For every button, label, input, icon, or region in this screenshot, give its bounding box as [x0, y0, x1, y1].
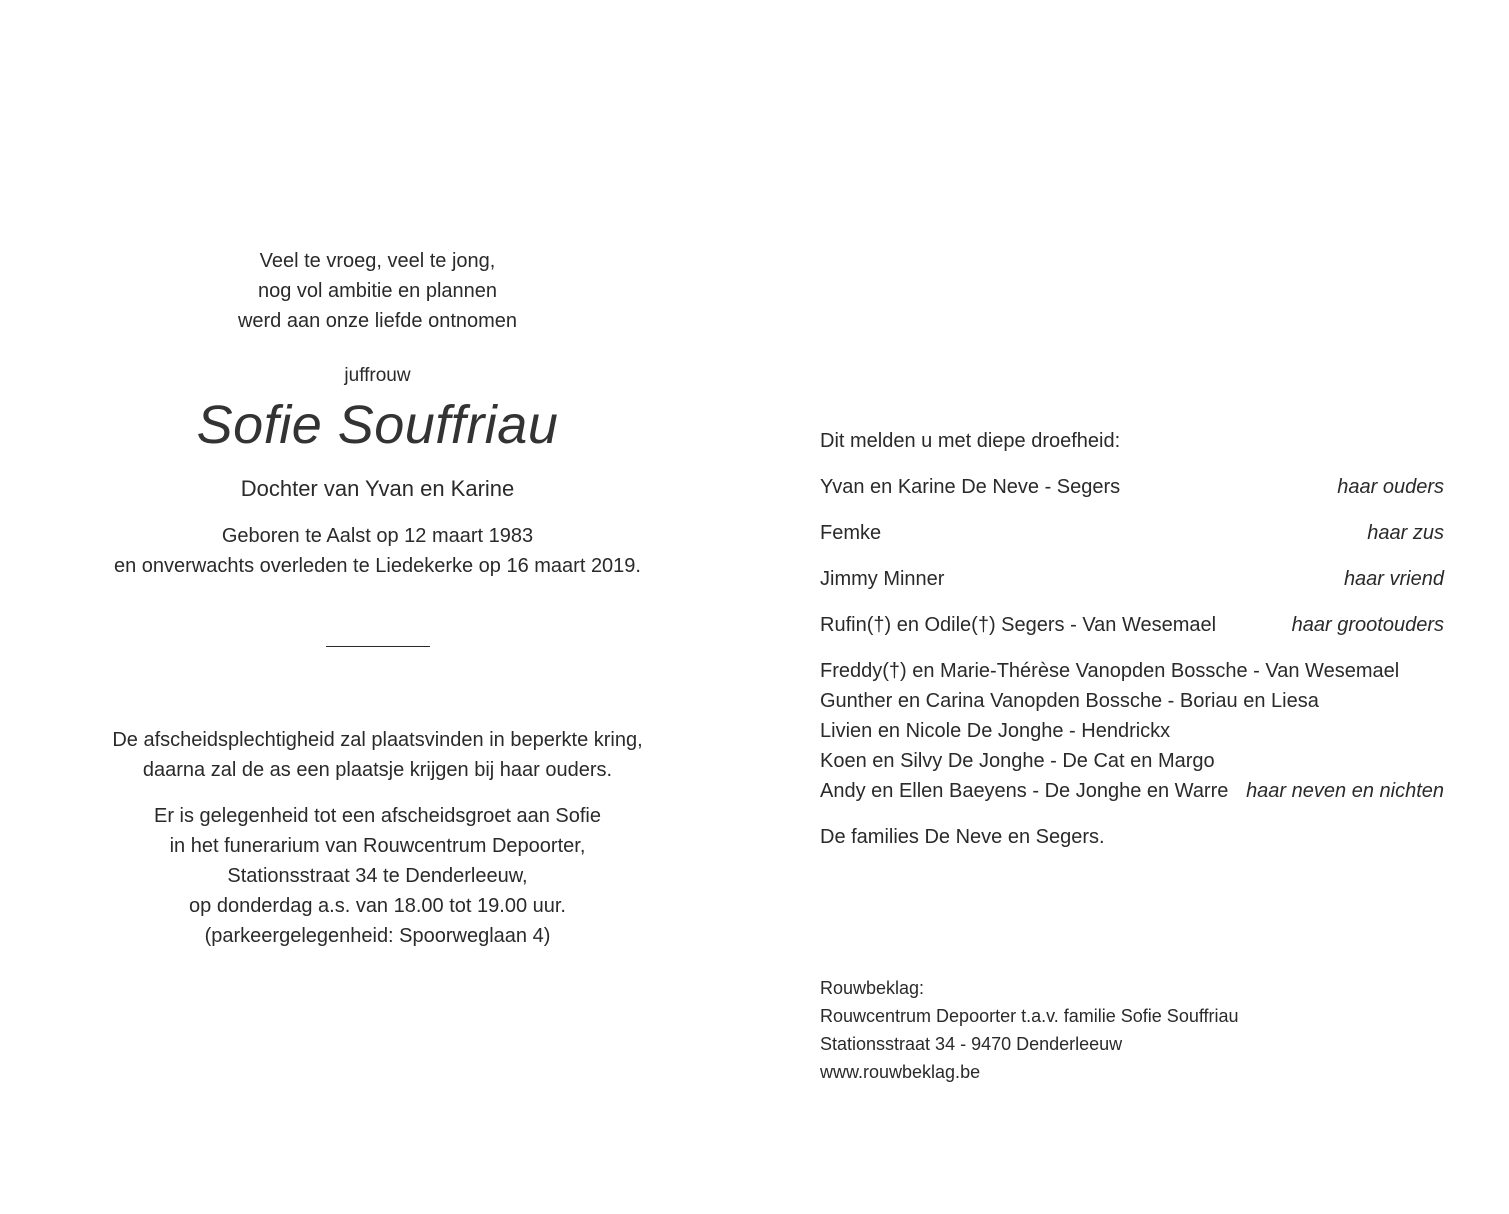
- cousin-last-row: [820, 776, 1444, 806]
- condolence-heading: Rouwbeklag:: [820, 978, 925, 998]
- visitation-line: (parkeergelegenheid: Spoorweglaan 4): [204, 925, 551, 947]
- cousin-line: Freddy(†) en Marie-Thérèse Vanopden Bossche - Van Wesemael: [820, 660, 1400, 682]
- relative-name: Femke: [820, 522, 882, 544]
- condolence-line: Stationsstraat 34 - 9470 Denderleeuw: [820, 1034, 1123, 1054]
- condolence-address: [820, 974, 1444, 1086]
- life-dates: [90, 521, 665, 581]
- honorific: juffrouw: [344, 365, 411, 386]
- ceremony-line: daarna zal de as een plaatsje krijgen bij haar ouders.: [142, 759, 613, 781]
- condolence-line: Rouwcentrum Depoorter t.a.v. familie Sofie Souffriau: [820, 1006, 1239, 1026]
- birth-line: Geboren te Aalst op 12 maart 1983: [221, 525, 534, 547]
- visitation-line: Stationsstraat 34 te Denderleeuw,: [227, 865, 528, 887]
- visitation-info: [90, 801, 665, 951]
- families-line: De families De Neve en Segers.: [820, 826, 1105, 848]
- cousin-line: Koen en Silvy De Jonghe - De Cat en Margo: [820, 750, 1215, 772]
- parentage: Dochter van Yvan en Karine: [240, 476, 515, 501]
- relative-name: Yvan en Karine De Neve - Segers: [820, 476, 1121, 498]
- cousin-line: Andy en Ellen Baeyens - De Jonghe en Warre: [820, 780, 1229, 802]
- relative-role: haar zus: [1367, 522, 1444, 544]
- cousins-block: [820, 656, 1444, 806]
- relative-row: [820, 564, 1444, 594]
- relative-role: haar vriend: [1343, 568, 1444, 590]
- visitation-line: op donderdag a.s. van 18.00 tot 19.00 uur.: [189, 895, 566, 917]
- relative-role: haar grootouders: [1291, 614, 1444, 636]
- relative-name: Rufin(†) en Odile(†) Segers - Van Wesemael: [820, 614, 1217, 636]
- right-column: [820, 426, 1444, 852]
- poem-line: nog vol ambitie en plannen: [257, 280, 498, 302]
- relative-row: [820, 518, 1444, 548]
- relative-role: haar neven en nichten: [1246, 780, 1444, 802]
- relative-name: Jimmy Minner: [820, 568, 945, 590]
- relative-row: [820, 472, 1444, 502]
- visitation-line: in het funerarium van Rouwcentrum Depoorter,: [169, 835, 586, 857]
- death-line: en onverwachts overleden te Liedekerke op 16 maart 2019.: [113, 555, 641, 577]
- poem-line: Veel te vroeg, veel te jong,: [259, 250, 496, 272]
- left-column: [90, 246, 665, 951]
- relative-row: [820, 610, 1444, 640]
- relative-role: haar ouders: [1337, 476, 1444, 498]
- visitation-line: Er is gelegenheid tot een afscheidsgroet aan Sofie: [154, 805, 601, 827]
- poem-line: werd aan onze liefde ontnomen: [237, 310, 518, 332]
- announcement-intro: Dit melden u met diepe droefheid:: [820, 430, 1121, 452]
- ceremony-info: [90, 725, 665, 785]
- deceased-name: Sofie Souffriau: [196, 395, 559, 455]
- divider: [326, 646, 430, 647]
- poem: [90, 246, 665, 336]
- cousin-line: Gunther en Carina Vanopden Bossche - Boriau en Liesa: [820, 690, 1319, 712]
- condolence-website: www.rouwbeklag.be: [820, 1062, 981, 1082]
- cousin-line: Livien en Nicole De Jonghe - Hendrickx: [820, 720, 1171, 742]
- ceremony-line: De afscheidsplechtigheid zal plaatsvinden in beperkte kring,: [112, 729, 643, 751]
